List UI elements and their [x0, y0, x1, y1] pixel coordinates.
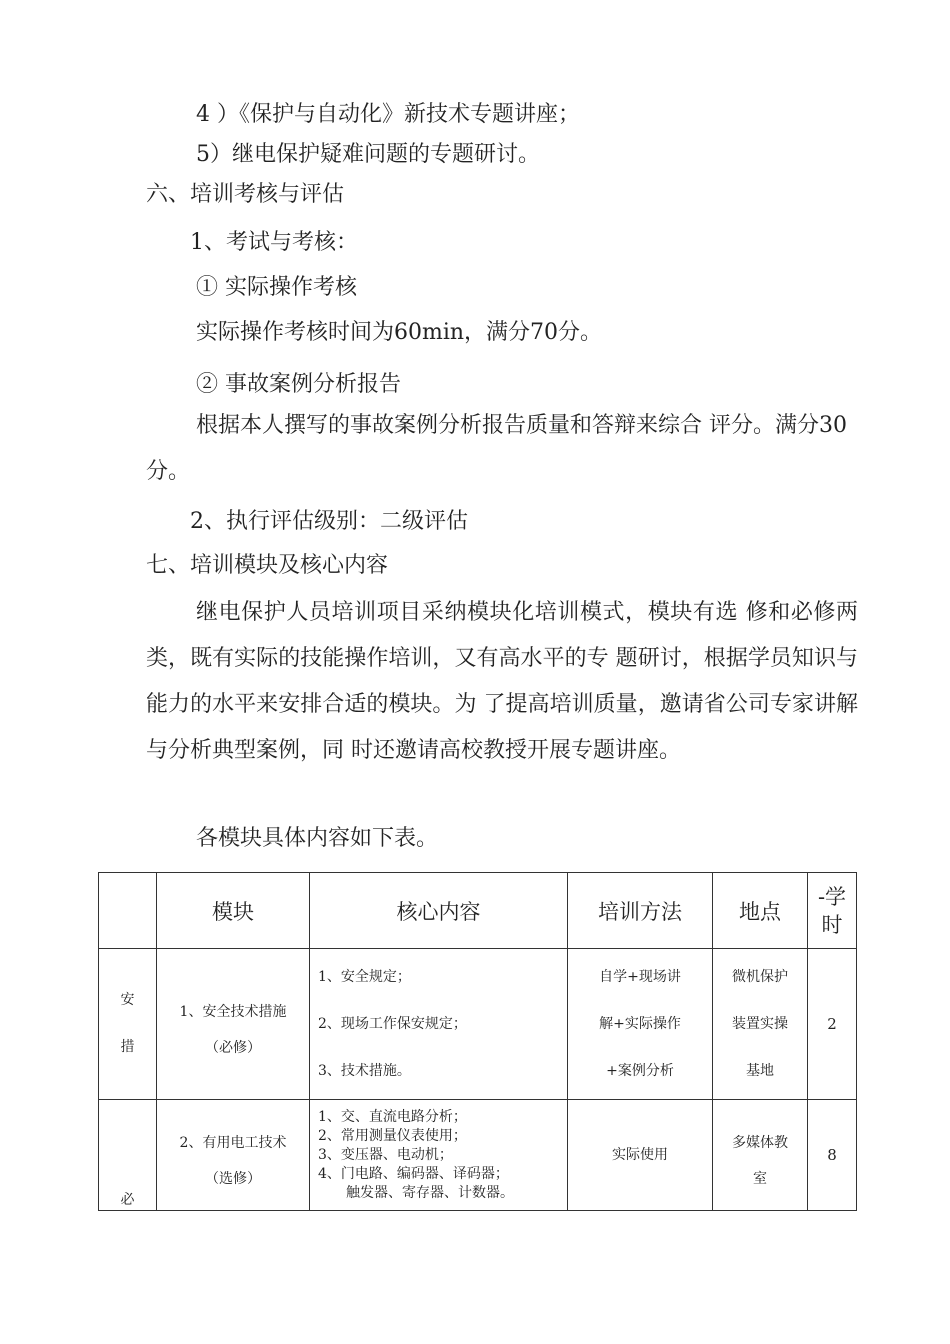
location-line: 装置实操	[732, 1015, 788, 1032]
header-hours: -学时	[808, 873, 857, 949]
list-item-4: 4 ）《保护与自动化》新技术专题讲座；	[196, 102, 580, 127]
module-name: 1、安全技术措施	[179, 1003, 287, 1020]
module-name: 2、有用电工技术	[179, 1134, 287, 1151]
practical-exam-text: 实际操作考核时间为60min，满分70分。	[196, 320, 603, 345]
list-item-5: 5）继电保护疑难问题的专题研讨。	[196, 142, 540, 167]
location-line: 室	[753, 1170, 767, 1187]
header-category	[99, 873, 157, 949]
table-header-row	[99, 873, 857, 949]
subheading-eval-level: 2、执行评估级别：二级评估	[190, 509, 468, 534]
hours-cell: 8	[808, 1100, 857, 1211]
hours-cell: 2	[808, 949, 857, 1100]
subheading-exam: 1、考试与考核：	[190, 230, 358, 255]
module-cell	[157, 1100, 310, 1211]
section-heading-7: 七、培训模块及核心内容	[146, 553, 389, 578]
content-item: 1、交、直流电路分析；	[318, 1108, 467, 1125]
category-cell	[99, 949, 157, 1100]
section-heading-6: 六、培训考核与评估	[146, 182, 345, 207]
content-item: 3、技术措施。	[318, 1062, 411, 1079]
content-item: 2、常用测量仪表使用；	[318, 1127, 467, 1144]
module-note: （必修）	[205, 1039, 261, 1056]
location-cell	[713, 949, 808, 1100]
method-line: 解+实际操作	[599, 1015, 681, 1032]
table-row	[99, 1100, 857, 1211]
category-char: 措	[120, 1039, 135, 1055]
table-row	[99, 949, 857, 1100]
modules-paragraph: 继电保护人员培训项目采纳模块化培训模式，模块有选 修和必修两类，既有实际的技能操作培训，又有高水平的专 题研讨，根据学员知识与能力的水平来安排合适的模块。为 了提高培训质量，邀请省公司专家讲解与分析典型案例，同 时还邀请高校教授开展专题讲座。	[146, 600, 858, 763]
content-item: 1、安全规定；	[318, 968, 411, 985]
header-location: 地点	[713, 873, 808, 949]
header-content: 核心内容	[310, 873, 568, 949]
case-report-text: 根据本人撰写的事故案例分析报告质量和答辩来综合 评分。满分30分。	[146, 413, 847, 484]
module-cell	[157, 949, 310, 1100]
content-item: 4、门电路、编码器、译码器；	[318, 1165, 509, 1182]
category-char: 必	[120, 1192, 135, 1208]
content-item: 触发器、寄存器、计数器。	[346, 1184, 514, 1201]
table-intro: 各模块具体内容如下表。	[196, 826, 439, 851]
location-line: 多媒体教	[732, 1134, 788, 1151]
category-char: 安	[120, 992, 135, 1008]
header-method: 培训方法	[568, 873, 713, 949]
location-line: 微机保护	[732, 968, 788, 985]
method-line: +案例分析	[606, 1062, 674, 1079]
content-cell	[310, 949, 568, 1100]
method-cell: 实际使用	[568, 1100, 713, 1211]
item-case-report: ② 事故案例分析报告	[196, 372, 401, 397]
content-item: 3、变压器、电动机；	[318, 1146, 453, 1163]
modules-table	[98, 872, 857, 1211]
location-line: 基地	[746, 1062, 774, 1079]
location-cell	[713, 1100, 808, 1211]
category-cell	[99, 1100, 157, 1211]
content-item: 2、现场工作保安规定；	[318, 1015, 467, 1032]
item-practical-exam: ① 实际操作考核	[196, 275, 357, 300]
method-cell	[568, 949, 713, 1100]
header-module: 模块	[157, 873, 310, 949]
module-note: （选修）	[205, 1170, 261, 1187]
method-line: 自学+现场讲	[599, 968, 681, 985]
content-cell	[310, 1100, 568, 1211]
